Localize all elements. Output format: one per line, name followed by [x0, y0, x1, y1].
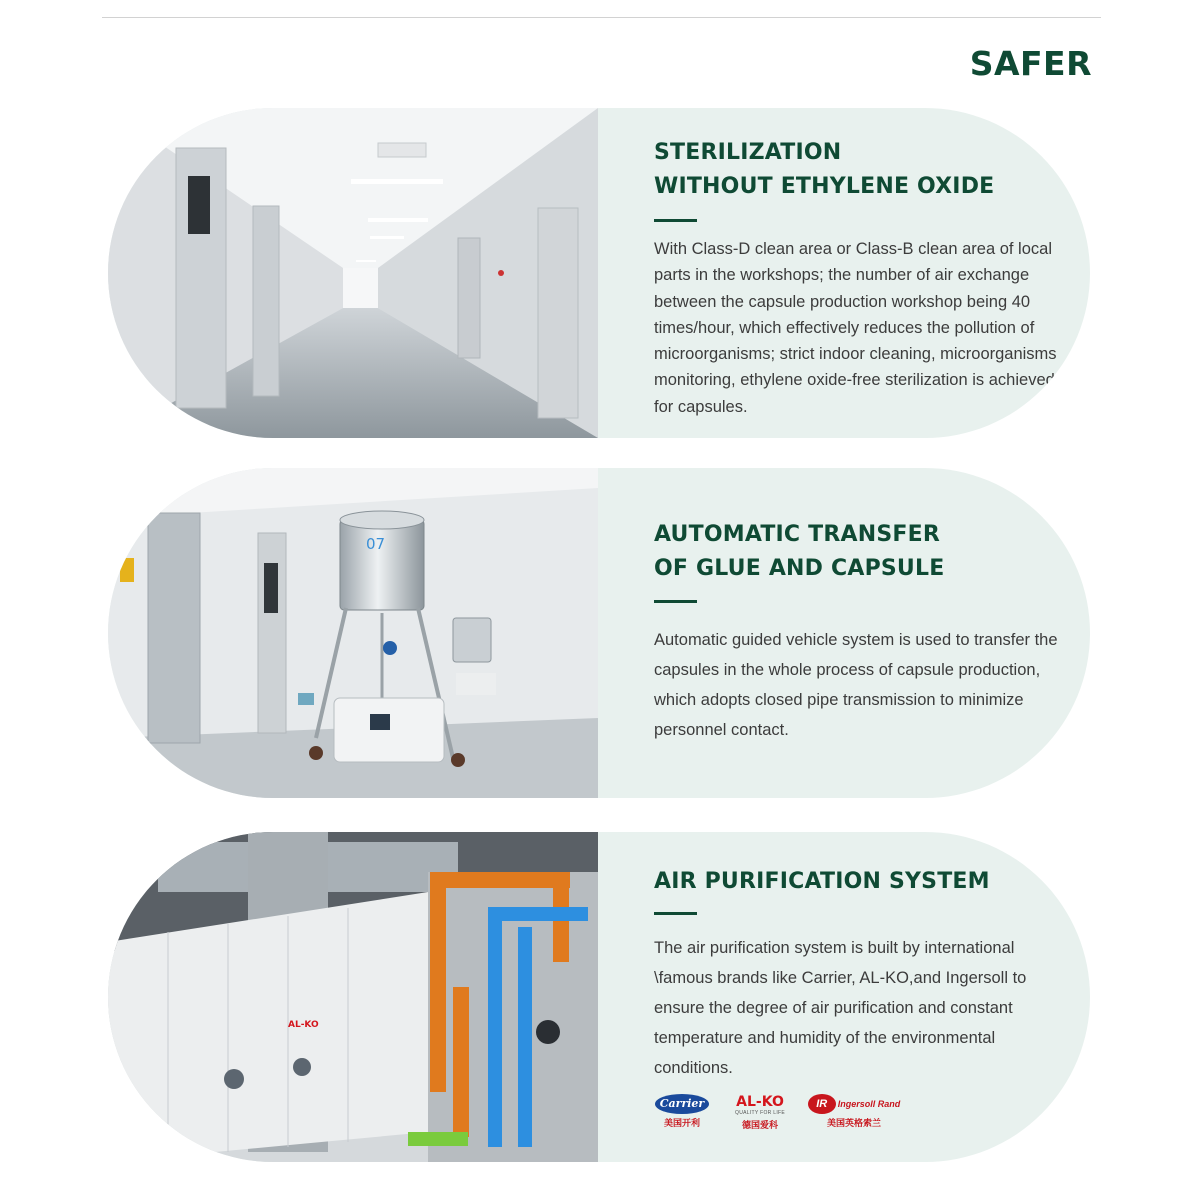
- carrier-cn-name: 美国开利: [663, 1119, 700, 1129]
- alko-logo: AL-KO: [736, 1094, 784, 1110]
- card-body-text: The air purification system is built by international \famous brands like Carrier, AL-KO,and Ingersoll to ensure the degree of air purification and constant temperature and humidity of the environmental conditions.: [654, 939, 1027, 1077]
- feature-card-sterilization: [108, 108, 1090, 438]
- page-title: SAFER: [969, 44, 1092, 83]
- alko-brand: [732, 1094, 788, 1131]
- card-text: [654, 832, 1070, 1162]
- heading-accent-bar: [654, 912, 697, 915]
- tank-number-label: 07: [366, 535, 386, 553]
- carrier-brand: [654, 1094, 710, 1129]
- heading-accent-bar: [654, 219, 697, 222]
- ir-mark-icon: IR: [808, 1094, 836, 1114]
- agv-tank-photo: [108, 468, 598, 798]
- air-handling-plant-photo: [108, 832, 598, 1162]
- heading-line-1: STERILIZATION: [654, 140, 842, 165]
- card-body-text: With Class-D clean area or Class-B clean area of local parts in the workshops; the number of air exchange between the capsule production workshop being 40 times/hour, which effectively reduces the pollution of microorganisms; strict indoor cleaning, microorganisms monitoring, ethylene oxide-free sterilization is achieved for capsules.: [654, 240, 1057, 416]
- ingersoll-rand-logo: [808, 1094, 901, 1114]
- card-text: [654, 468, 1070, 798]
- heading-line-2: OF GLUE AND CAPSULE: [654, 556, 945, 581]
- carrier-logo: Carrier: [655, 1094, 709, 1114]
- ingersoll-rand-name: Ingersoll Rand: [837, 1099, 901, 1109]
- heading-accent-bar: [654, 600, 697, 603]
- unit-brand-label: AL-KO: [288, 1020, 319, 1030]
- heading-line-2: WITHOUT ETHYLENE OXIDE: [654, 174, 995, 199]
- ingersoll-rand-brand: [804, 1094, 904, 1129]
- alko-tagline: QUALITY FOR LIFE: [735, 1110, 785, 1116]
- feature-card-air-purification: [108, 832, 1090, 1162]
- cleanroom-corridor-photo: [108, 108, 598, 438]
- heading-line-1: AUTOMATIC TRANSFER: [654, 522, 940, 547]
- card-heading: [654, 518, 944, 586]
- card-heading: [654, 136, 994, 204]
- ingersoll-rand-cn-name: 美国英格索兰: [826, 1119, 881, 1129]
- feature-card-automatic-transfer: [108, 468, 1090, 798]
- top-divider: [102, 17, 1101, 18]
- heading-line-1: AIR PURIFICATION SYSTEM: [654, 869, 990, 894]
- alko-cn-name: 德国爱科: [741, 1121, 778, 1131]
- card-heading: [654, 865, 990, 899]
- card-text: [654, 108, 1070, 438]
- card-body-text: Automatic guided vehicle system is used to transfer the capsules in the whole process of capsule production, which adopts closed pipe transmission to minimize personnel contact.: [654, 631, 1058, 739]
